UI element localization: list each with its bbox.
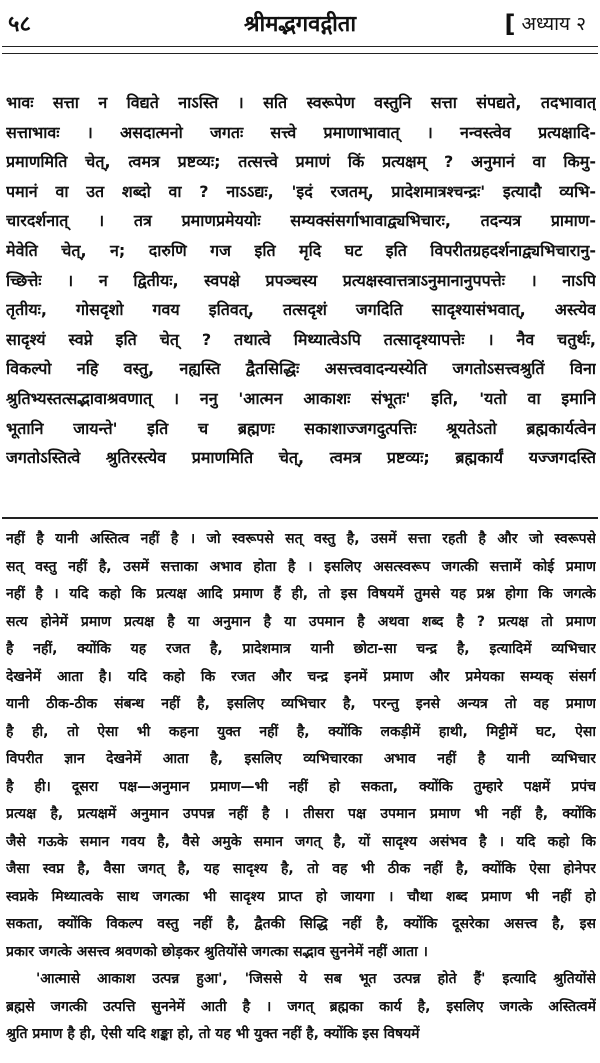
header-rule-bottom — [2, 53, 598, 54]
hindi-line-9: विपरीत ज्ञान देखनेमें आता है, इसलिए व्यभिचारका अभाव नहीं है यानी व्यभिचार — [6, 751, 596, 767]
hindi-line-12: जैसे गऊके समान गवय है, वैसे अमुके समान जगत् है, यों सादृश्य असंभव है । यदि कहो कि — [6, 833, 596, 850]
hindi-line-4: सत्य होनेमें प्रमाण प्रत्यक्ष है या अनुमान है या उपमान है अथवा शब्द है ? प्रत्यक्ष तो प्रमाण — [6, 613, 596, 630]
sanskrit-line-7: च्छित्तेः । न द्वितीयः, स्वपक्षे प्रपञ्चस्य प्रत्यक्षस्वात्तत्राऽनुमानानुपपत्तेः । नाऽपि — [6, 270, 596, 290]
hindi-line-18: ब्रह्मसे जगत्की उत्पत्ति सुननेमें आती है । जगत् ब्रह्मका कार्य है, इसलिए जगत्के अस्तित्वमें — [6, 998, 596, 1015]
hindi-line-8: है ही, तो ऐसा भी कहना युक्त नहीं है, क्योंकि लकड़ीमें हाथी, मिट्टीमें घट, ऐसा — [6, 723, 596, 740]
hindi-line-7: यानी ठीक-ठीक संबन्ध नहीं है, इसलिए व्यभिचार है, परन्तु इनसे अन्यत्र तो वह प्रमाण — [6, 696, 596, 712]
hindi-line-3: नहीं है । यदि कहो कि प्रत्यक्ष आदि प्रमाण हैं ही, तो इस विषयमें तुमसे यह प्रश्न होगा कि जगत्के — [6, 586, 596, 602]
hindi-line-1: नहीं है यानी अस्तित्व नहीं है । जो स्वरूपसे सत् वस्तु है, उसमें सत्ता रहती है और जो स्वरूपसे — [6, 531, 596, 547]
page-number: ५८ — [8, 12, 31, 37]
sanskrit-line-5: चारदर्शनात् । तत्र प्रमाणप्रमेययोः सम्यक्संसर्गाभावाद्व्यभिचारः, तदन्यत्र प्रामाण- — [6, 211, 596, 231]
sanskrit-line-10: विकल्पो नहि वस्तु, नह्यस्ति द्वैतसिद्धिः असत्त्ववादन्यस्येति जगतोऽसत्त्वश्रुतिं विना — [6, 359, 596, 379]
chapter-name: अध्याय २ — [521, 13, 586, 35]
hindi-line-14: स्वप्नके मिथ्यात्वके साथ जगत्का भी सादृश्य प्राप्त हो जायगा । चौथा शब्द प्रमाण भी नहीं हो — [6, 888, 596, 905]
hindi-line-6: देखनेमें आता है। यदि कहो कि रजत और चन्द्र इनमें प्रमाण और प्रमेयका सम्यक् संसर्ग — [6, 668, 596, 685]
sanskrit-commentary — [6, 88, 596, 473]
sanskrit-line-13: जगतोऽस्तित्वे श्रुतिरस्त्येव प्रमाणमिति चेत्, त्वमत्र प्रष्टव्यः; ब्रह्मकार्यं यज्जगदस्ति — [6, 448, 596, 468]
page-header — [0, 0, 600, 42]
sanskrit-line-8: तृतीयः, गोसदृशो गवय इतिवत्, तत्सदृशं जगदिति सादृश्यासंभवात्, अस्त्येव — [6, 300, 596, 320]
sanskrit-line-6: मेवेति चेत्, न; दारुणि गज इति मृदि घट इति विपरीतग्रहदर्शनाद्व्यभिचारानु- — [6, 240, 596, 260]
hindi-line-19: श्रुति प्रमाण है ही, ऐसी यदि शङ्का हो, तो यह भी युक्त नहीं है, क्योंकि इस विषयमें — [6, 1026, 420, 1042]
hindi-line-17: 'आत्मासे आकाश उत्पन्न हुआ', 'जिससे ये सब भूत उत्पन्न होते हैं' इत्यादि श्रुतियोंसे — [36, 971, 596, 987]
sanskrit-line-2: सत्ताभावः । असदात्मनो जगतः सत्त्वे प्रमाणाभावात् । नन्वस्त्वेव प्रत्यक्षादि- — [6, 122, 596, 142]
hindi-line-2: सत् वस्तु नहीं है, उसमें सत्ताका अभाव होता है । इसलिए असत्स्वरूप जगत्की सत्तामें कोई प्रमाण — [6, 558, 596, 575]
hindi-line-15: सकता, क्योंकि विकल्प वस्तु नहीं है, द्वैतकी सिद्धि नहीं है, क्योंकि दूसरेका असत्त्व है, इस — [6, 916, 596, 932]
hindi-line-13: जैसा स्वप्न है, वैसा जगत् है, यह सादृश्य है, तो वह भी ठीक नहीं है, क्योंकि ऐसा होनेपर — [6, 861, 596, 877]
hindi-line-10: है ही। दूसरा पक्ष—अनुमान प्रमाण—भी नहीं हो सकता, क्योंकि तुम्हारे पक्षमें प्रपंच — [6, 778, 596, 795]
hindi-line-11: प्रत्यक्ष है, प्रत्यक्षमें अनुमान उपपन्न नहीं है । तीसरा पक्ष उपमान प्रमाण भी नहीं है, क्योंकि — [6, 806, 596, 822]
book-title: श्रीमद्भगवद्गीता — [243, 12, 357, 37]
hindi-translation — [6, 526, 596, 1049]
hindi-line-5: है नहीं, क्योंकि यह रजत है, प्रादेशमात्र यानी छोटा-सा चन्द्र है, इत्यादिमें व्यभिचार — [6, 641, 596, 657]
chapter-label — [504, 10, 586, 38]
sanskrit-line-11: श्रुतिभ्यस्तत्सद्भावाश्रवणात् । ननु 'आत्मन आकाशः संभूतः' इति, 'यतो वा इमानि — [6, 388, 596, 408]
header-rule-top — [2, 46, 598, 47]
sanskrit-line-12: भूतानि जायन्ते' इति च ब्रह्मणः सकाशाज्जगदुत्पत्तिः श्रूयतेऽतो ब्रह्मकार्यत्वेन — [6, 418, 596, 438]
chapter-bracket: [ — [504, 10, 516, 38]
sanskrit-line-1: भावः सत्ता न विद्यते नाऽस्ति । सति स्वरूपेण वस्तुनि सत्ता संपद्यते, तदभावात् — [6, 93, 596, 112]
hindi-line-16: प्रकार जगत्के असत्त्व श्रवणको छोड़कर श्रुतियोंसे जगत्का सद्भाव सुननेमें नहीं आता । — [6, 943, 428, 960]
section-divider — [2, 517, 598, 519]
sanskrit-line-4: पमानं वा उत शब्दो वा ? नाऽऽद्यः, 'इदं रजतम्, प्रादेशमात्रश्चन्द्रः' इत्यादौ व्यभि- — [6, 181, 596, 201]
sanskrit-line-3: प्रमाणमिति चेत्, त्वमत्र प्रष्टव्यः; तत्सत्त्वे प्रमाणं किं प्रत्यक्षम् ? अनुमानं वा किमु- — [6, 152, 596, 172]
sanskrit-line-9: सादृश्यं स्वप्ने इति चेत् ? तथात्वे मिथ्यात्वेऽपि तत्सादृश्यापत्तेः । नैव चतुर्थः, — [6, 329, 596, 349]
